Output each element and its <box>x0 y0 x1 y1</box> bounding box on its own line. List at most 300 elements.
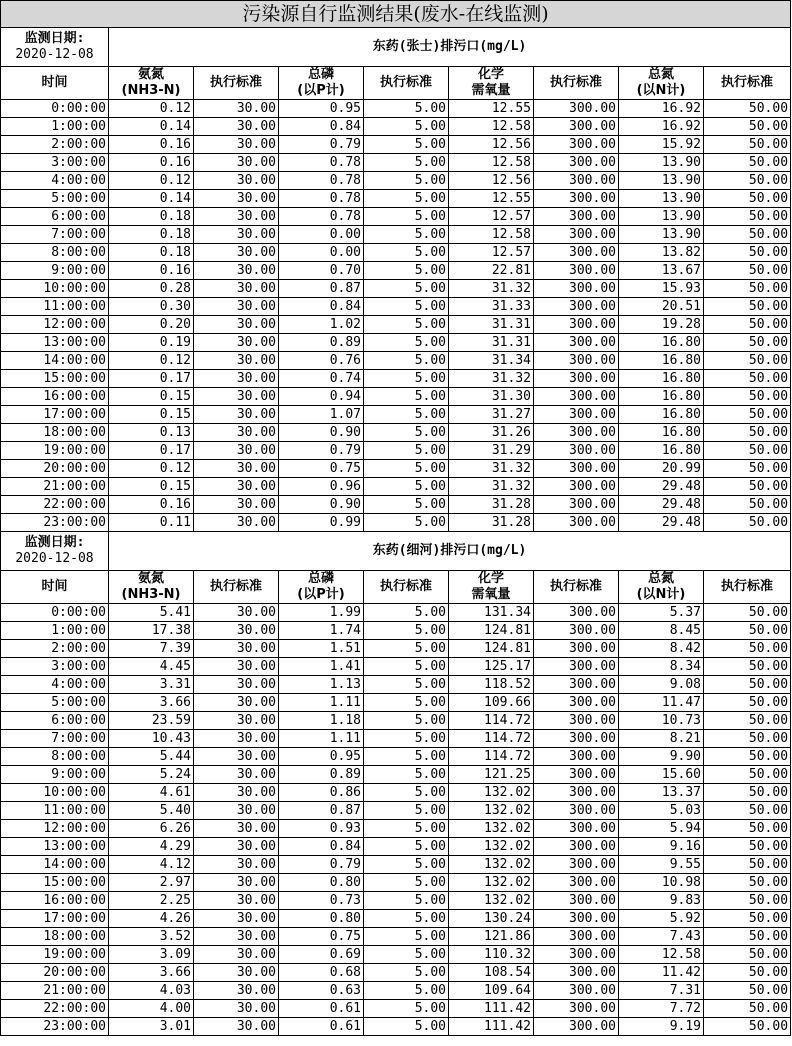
cell-nh3-standard: 30.00 <box>194 280 279 298</box>
cell-time: 19:00:00 <box>1 946 109 964</box>
page-title: 污染源自行监测结果(废水-在线监测) <box>1 1 791 28</box>
cell-nh3-standard: 30.00 <box>194 262 279 280</box>
header-text: 执行标准 <box>379 75 432 90</box>
cell-nh3-n: 0.13 <box>109 424 194 442</box>
cell-total-phosphorus: 0.70 <box>279 262 364 280</box>
cell-nh3-n: 4.26 <box>109 910 194 928</box>
cell-tn-standard: 50.00 <box>704 640 791 658</box>
cell-cod-standard: 300.00 <box>534 298 619 316</box>
header-text: (NH3-N) <box>121 587 181 602</box>
cell-total-nitrogen: 13.90 <box>619 154 704 172</box>
cell-nh3-n: 5.44 <box>109 748 194 766</box>
cell-cod-standard: 300.00 <box>534 748 619 766</box>
cell-cod: 31.32 <box>449 280 534 298</box>
cell-tn-standard: 50.00 <box>704 334 791 352</box>
table-row <box>1 1000 791 1018</box>
cell-time: 15:00:00 <box>1 370 109 388</box>
cell-nh3-n: 0.14 <box>109 118 194 136</box>
cell-cod-standard: 300.00 <box>534 928 619 946</box>
cell-cod: 121.86 <box>449 928 534 946</box>
cell-tp-standard: 5.00 <box>364 208 449 226</box>
cell-time: 18:00:00 <box>1 424 109 442</box>
cell-tn-standard: 50.00 <box>704 928 791 946</box>
header-total-phosphorus <box>279 67 364 100</box>
cell-total-nitrogen: 10.73 <box>619 712 704 730</box>
cell-total-nitrogen: 13.90 <box>619 190 704 208</box>
cell-total-nitrogen: 16.92 <box>619 100 704 118</box>
table-row <box>1 658 791 676</box>
cell-total-phosphorus: 0.61 <box>279 1018 364 1036</box>
cell-tp-standard: 5.00 <box>364 370 449 388</box>
table-row <box>1 190 791 208</box>
cell-total-nitrogen: 13.37 <box>619 784 704 802</box>
cell-tp-standard: 5.00 <box>364 658 449 676</box>
cell-tn-standard: 50.00 <box>704 190 791 208</box>
cell-nh3-n: 0.15 <box>109 388 194 406</box>
header-text: 化学 <box>477 67 504 82</box>
cell-total-phosphorus: 0.86 <box>279 784 364 802</box>
cell-total-nitrogen: 13.90 <box>619 208 704 226</box>
header-cod <box>449 67 534 100</box>
cell-nh3-n: 4.61 <box>109 784 194 802</box>
cell-cod: 114.72 <box>449 712 534 730</box>
cell-total-nitrogen: 9.55 <box>619 856 704 874</box>
cell-tn-standard: 50.00 <box>704 658 791 676</box>
cell-time: 7:00:00 <box>1 226 109 244</box>
cell-tn-standard: 50.00 <box>704 244 791 262</box>
cell-cod-standard: 300.00 <box>534 856 619 874</box>
table-row <box>1 226 791 244</box>
cell-nh3-standard: 30.00 <box>194 892 279 910</box>
cell-tn-standard: 50.00 <box>704 910 791 928</box>
cell-time: 10:00:00 <box>1 280 109 298</box>
table-row <box>1 640 791 658</box>
cell-total-phosphorus: 0.79 <box>279 442 364 460</box>
cell-nh3-n: 5.24 <box>109 766 194 784</box>
cell-total-nitrogen: 8.21 <box>619 730 704 748</box>
cell-total-phosphorus: 0.78 <box>279 190 364 208</box>
cell-time: 23:00:00 <box>1 514 109 532</box>
cell-total-nitrogen: 13.82 <box>619 244 704 262</box>
cell-total-phosphorus: 1.18 <box>279 712 364 730</box>
cell-nh3-n: 7.39 <box>109 640 194 658</box>
column-header-row <box>1 571 791 604</box>
cell-cod-standard: 300.00 <box>534 676 619 694</box>
cell-cod-standard: 300.00 <box>534 226 619 244</box>
table-row <box>1 874 791 892</box>
cell-time: 0:00:00 <box>1 100 109 118</box>
cell-cod-standard: 300.00 <box>534 136 619 154</box>
cell-cod-standard: 300.00 <box>534 910 619 928</box>
table-row <box>1 298 791 316</box>
table-row <box>1 460 791 478</box>
cell-cod: 124.81 <box>449 622 534 640</box>
monitoring-date-cell <box>1 28 109 67</box>
cell-total-nitrogen: 7.43 <box>619 928 704 946</box>
cell-time: 13:00:00 <box>1 838 109 856</box>
cell-time: 16:00:00 <box>1 388 109 406</box>
cell-total-nitrogen: 13.90 <box>619 172 704 190</box>
cell-tn-standard: 50.00 <box>704 676 791 694</box>
cell-tp-standard: 5.00 <box>364 262 449 280</box>
cell-nh3-n: 0.16 <box>109 154 194 172</box>
table-row <box>1 856 791 874</box>
cell-time: 11:00:00 <box>1 298 109 316</box>
cell-nh3-standard: 30.00 <box>194 244 279 262</box>
cell-cod: 22.81 <box>449 262 534 280</box>
cell-nh3-standard: 30.00 <box>194 658 279 676</box>
date-label: 监测日期: <box>24 31 85 46</box>
cell-total-phosphorus: 0.93 <box>279 820 364 838</box>
cell-nh3-n: 0.11 <box>109 514 194 532</box>
cell-total-nitrogen: 16.80 <box>619 442 704 460</box>
cell-cod-standard: 300.00 <box>534 460 619 478</box>
cell-cod: 111.42 <box>449 1018 534 1036</box>
cell-tn-standard: 50.00 <box>704 442 791 460</box>
cell-tp-standard: 5.00 <box>364 514 449 532</box>
table-row <box>1 784 791 802</box>
cell-cod-standard: 300.00 <box>534 1000 619 1018</box>
cell-total-nitrogen: 11.47 <box>619 694 704 712</box>
cell-total-nitrogen: 20.99 <box>619 460 704 478</box>
cell-nh3-n: 0.16 <box>109 496 194 514</box>
cell-cod: 131.34 <box>449 604 534 622</box>
cell-tn-standard: 50.00 <box>704 622 791 640</box>
cell-cod-standard: 300.00 <box>534 766 619 784</box>
cell-tp-standard: 5.00 <box>364 1000 449 1018</box>
cell-total-phosphorus: 0.61 <box>279 1000 364 1018</box>
table-row <box>1 208 791 226</box>
cell-cod: 31.28 <box>449 496 534 514</box>
cell-nh3-n: 23.59 <box>109 712 194 730</box>
header-text: 总氮 <box>647 571 674 586</box>
cell-nh3-n: 4.12 <box>109 856 194 874</box>
header-text: 执行标准 <box>721 75 774 90</box>
cell-nh3-standard: 30.00 <box>194 316 279 334</box>
cell-total-phosphorus: 0.90 <box>279 496 364 514</box>
cell-cod-standard: 300.00 <box>534 730 619 748</box>
cell-time: 12:00:00 <box>1 316 109 334</box>
cell-nh3-standard: 30.00 <box>194 460 279 478</box>
cell-nh3-standard: 30.00 <box>194 298 279 316</box>
table-row <box>1 100 791 118</box>
cell-cod: 114.72 <box>449 730 534 748</box>
cell-tn-standard: 50.00 <box>704 262 791 280</box>
title-row <box>1 1 791 28</box>
site-header-row <box>1 532 791 571</box>
cell-nh3-standard: 30.00 <box>194 946 279 964</box>
cell-time: 4:00:00 <box>1 676 109 694</box>
cell-nh3-n: 6.26 <box>109 820 194 838</box>
header-text: (NH3-N) <box>121 83 181 98</box>
cell-nh3-n: 17.38 <box>109 622 194 640</box>
cell-cod: 12.55 <box>449 190 534 208</box>
column-header-row <box>1 67 791 100</box>
header-text: 执行标准 <box>549 75 602 90</box>
cell-tn-standard: 50.00 <box>704 784 791 802</box>
cell-time: 3:00:00 <box>1 154 109 172</box>
cell-tn-standard: 50.00 <box>704 838 791 856</box>
cell-time: 6:00:00 <box>1 712 109 730</box>
cell-tn-standard: 50.00 <box>704 766 791 784</box>
cell-total-phosphorus: 0.76 <box>279 352 364 370</box>
header-total-nitrogen <box>619 571 704 604</box>
cell-cod: 130.24 <box>449 910 534 928</box>
date-value: 2020-12-08 <box>15 47 94 62</box>
cell-total-phosphorus: 0.87 <box>279 802 364 820</box>
table-row <box>1 496 791 514</box>
cell-time: 11:00:00 <box>1 802 109 820</box>
cell-nh3-n: 0.19 <box>109 334 194 352</box>
cell-tn-standard: 50.00 <box>704 226 791 244</box>
cell-total-phosphorus: 0.90 <box>279 424 364 442</box>
cell-time: 17:00:00 <box>1 910 109 928</box>
header-text: 时间 <box>41 75 68 90</box>
cell-tn-standard: 50.00 <box>704 316 791 334</box>
cell-nh3-standard: 30.00 <box>194 208 279 226</box>
cell-cod: 124.81 <box>449 640 534 658</box>
cell-time: 16:00:00 <box>1 892 109 910</box>
cell-cod: 31.32 <box>449 460 534 478</box>
header-time <box>1 571 109 604</box>
cell-tp-standard: 5.00 <box>364 406 449 424</box>
cell-cod-standard: 300.00 <box>534 334 619 352</box>
table-row <box>1 154 791 172</box>
cell-total-nitrogen: 7.72 <box>619 1000 704 1018</box>
table-row <box>1 478 791 496</box>
cell-tp-standard: 5.00 <box>364 982 449 1000</box>
table-row <box>1 406 791 424</box>
cell-cod: 109.66 <box>449 694 534 712</box>
cell-total-phosphorus: 0.80 <box>279 874 364 892</box>
cell-tp-standard: 5.00 <box>364 622 449 640</box>
cell-time: 21:00:00 <box>1 982 109 1000</box>
table-row <box>1 838 791 856</box>
cell-nh3-standard: 30.00 <box>194 784 279 802</box>
cell-time: 20:00:00 <box>1 460 109 478</box>
cell-nh3-n: 4.03 <box>109 982 194 1000</box>
cell-time: 1:00:00 <box>1 622 109 640</box>
table-row <box>1 172 791 190</box>
table-row <box>1 748 791 766</box>
cell-nh3-standard: 30.00 <box>194 928 279 946</box>
date-value: 2020-12-08 <box>15 551 94 566</box>
cell-time: 6:00:00 <box>1 208 109 226</box>
cell-cod-standard: 300.00 <box>534 892 619 910</box>
cell-tp-standard: 5.00 <box>364 478 449 496</box>
cell-nh3-standard: 30.00 <box>194 856 279 874</box>
cell-tp-standard: 5.00 <box>364 352 449 370</box>
cell-cod-standard: 300.00 <box>534 946 619 964</box>
header-text: 执行标准 <box>721 579 774 594</box>
cell-tp-standard: 5.00 <box>364 460 449 478</box>
table-row <box>1 262 791 280</box>
cell-time: 14:00:00 <box>1 856 109 874</box>
cell-nh3-standard: 30.00 <box>194 226 279 244</box>
cell-total-phosphorus: 0.69 <box>279 946 364 964</box>
table-row <box>1 514 791 532</box>
cell-nh3-n: 0.16 <box>109 262 194 280</box>
cell-tp-standard: 5.00 <box>364 496 449 514</box>
cell-tn-standard: 50.00 <box>704 100 791 118</box>
cell-tn-standard: 50.00 <box>704 136 791 154</box>
cell-cod-standard: 300.00 <box>534 244 619 262</box>
cell-tp-standard: 5.00 <box>364 856 449 874</box>
cell-tp-standard: 5.00 <box>364 730 449 748</box>
cell-tn-standard: 50.00 <box>704 514 791 532</box>
cell-tn-standard: 50.00 <box>704 388 791 406</box>
table-row <box>1 676 791 694</box>
cell-nh3-standard: 30.00 <box>194 730 279 748</box>
header-time <box>1 67 109 100</box>
table-row <box>1 316 791 334</box>
cell-total-phosphorus: 0.73 <box>279 892 364 910</box>
cell-tp-standard: 5.00 <box>364 910 449 928</box>
cell-time: 19:00:00 <box>1 442 109 460</box>
cell-cod-standard: 300.00 <box>534 190 619 208</box>
cell-nh3-n: 0.17 <box>109 442 194 460</box>
table-row <box>1 820 791 838</box>
cell-cod-standard: 300.00 <box>534 514 619 532</box>
cell-tn-standard: 50.00 <box>704 406 791 424</box>
cell-tp-standard: 5.00 <box>364 964 449 982</box>
cell-total-nitrogen: 7.31 <box>619 982 704 1000</box>
cell-cod-standard: 300.00 <box>534 622 619 640</box>
cell-nh3-n: 3.66 <box>109 964 194 982</box>
cell-total-nitrogen: 19.28 <box>619 316 704 334</box>
cell-cod: 12.57 <box>449 244 534 262</box>
table-row <box>1 352 791 370</box>
cell-cod-standard: 300.00 <box>534 172 619 190</box>
cell-total-nitrogen: 16.80 <box>619 424 704 442</box>
cell-nh3-n: 2.97 <box>109 874 194 892</box>
cell-total-nitrogen: 5.92 <box>619 910 704 928</box>
cell-cod: 31.28 <box>449 514 534 532</box>
table-row <box>1 892 791 910</box>
cell-tp-standard: 5.00 <box>364 154 449 172</box>
cell-cod: 132.02 <box>449 802 534 820</box>
table-row <box>1 334 791 352</box>
cell-cod: 31.29 <box>449 442 534 460</box>
cell-cod-standard: 300.00 <box>534 280 619 298</box>
cell-cod-standard: 300.00 <box>534 370 619 388</box>
cell-cod-standard: 300.00 <box>534 118 619 136</box>
cell-tn-standard: 50.00 <box>704 370 791 388</box>
cell-total-phosphorus: 0.96 <box>279 478 364 496</box>
header-text: 氨氮 <box>137 67 164 82</box>
cell-tp-standard: 5.00 <box>364 424 449 442</box>
cell-tp-standard: 5.00 <box>364 928 449 946</box>
cell-tp-standard: 5.00 <box>364 388 449 406</box>
cell-tp-standard: 5.00 <box>364 442 449 460</box>
cell-cod-standard: 300.00 <box>534 208 619 226</box>
cell-total-phosphorus: 0.87 <box>279 280 364 298</box>
header-cod <box>449 571 534 604</box>
cell-total-phosphorus: 1.74 <box>279 622 364 640</box>
cell-cod: 125.17 <box>449 658 534 676</box>
cell-time: 7:00:00 <box>1 730 109 748</box>
cell-total-phosphorus: 0.84 <box>279 118 364 136</box>
cell-tp-standard: 5.00 <box>364 100 449 118</box>
cell-time: 12:00:00 <box>1 820 109 838</box>
cell-total-nitrogen: 13.67 <box>619 262 704 280</box>
cell-cod-standard: 300.00 <box>534 262 619 280</box>
cell-cod-standard: 300.00 <box>534 838 619 856</box>
cell-nh3-standard: 30.00 <box>194 334 279 352</box>
table-row <box>1 424 791 442</box>
cell-nh3-standard: 30.00 <box>194 964 279 982</box>
cell-cod: 31.27 <box>449 406 534 424</box>
cell-nh3-standard: 30.00 <box>194 100 279 118</box>
cell-nh3-standard: 30.00 <box>194 802 279 820</box>
cell-tn-standard: 50.00 <box>704 280 791 298</box>
cell-tn-standard: 50.00 <box>704 964 791 982</box>
cell-nh3-standard: 30.00 <box>194 604 279 622</box>
table-row <box>1 388 791 406</box>
header-text: (以N计) <box>636 83 686 98</box>
cell-time: 21:00:00 <box>1 478 109 496</box>
cell-total-phosphorus: 0.78 <box>279 154 364 172</box>
cell-tp-standard: 5.00 <box>364 784 449 802</box>
cell-tn-standard: 50.00 <box>704 496 791 514</box>
header-text: 需氧量 <box>471 587 511 602</box>
cell-total-phosphorus: 0.68 <box>279 964 364 982</box>
cell-cod-standard: 300.00 <box>534 424 619 442</box>
cell-tn-standard: 50.00 <box>704 298 791 316</box>
header-total-phosphorus <box>279 571 364 604</box>
cell-total-phosphorus: 0.84 <box>279 838 364 856</box>
cell-cod: 12.57 <box>449 208 534 226</box>
cell-tp-standard: 5.00 <box>364 802 449 820</box>
cell-cod: 31.26 <box>449 424 534 442</box>
cell-nh3-standard: 30.00 <box>194 496 279 514</box>
cell-total-phosphorus: 0.95 <box>279 748 364 766</box>
cell-time: 13:00:00 <box>1 334 109 352</box>
cell-tp-standard: 5.00 <box>364 334 449 352</box>
cell-cod: 31.33 <box>449 298 534 316</box>
table-row <box>1 982 791 1000</box>
table-row <box>1 244 791 262</box>
cell-total-phosphorus: 1.02 <box>279 316 364 334</box>
cell-total-phosphorus: 0.80 <box>279 910 364 928</box>
monitoring-date-cell <box>1 532 109 571</box>
cell-total-phosphorus: 0.74 <box>279 370 364 388</box>
cell-total-nitrogen: 15.60 <box>619 766 704 784</box>
table-row <box>1 730 791 748</box>
cell-tp-standard: 5.00 <box>364 1018 449 1036</box>
cell-total-nitrogen: 10.98 <box>619 874 704 892</box>
cell-total-phosphorus: 0.75 <box>279 460 364 478</box>
cell-total-phosphorus: 0.75 <box>279 928 364 946</box>
cell-tp-standard: 5.00 <box>364 604 449 622</box>
cell-cod: 12.58 <box>449 154 534 172</box>
cell-nh3-n: 0.14 <box>109 190 194 208</box>
cell-nh3-n: 0.18 <box>109 244 194 262</box>
cell-nh3-standard: 30.00 <box>194 154 279 172</box>
cell-cod: 31.31 <box>449 316 534 334</box>
cell-nh3-n: 0.18 <box>109 208 194 226</box>
cell-nh3-standard: 30.00 <box>194 478 279 496</box>
cell-total-phosphorus: 1.11 <box>279 730 364 748</box>
cell-nh3-standard: 30.00 <box>194 622 279 640</box>
cell-tp-standard: 5.00 <box>364 820 449 838</box>
cell-cod-standard: 300.00 <box>534 388 619 406</box>
header-text: 需氧量 <box>471 83 511 98</box>
cell-tn-standard: 50.00 <box>704 856 791 874</box>
cell-nh3-standard: 30.00 <box>194 712 279 730</box>
table-row <box>1 946 791 964</box>
cell-nh3-standard: 30.00 <box>194 1018 279 1036</box>
